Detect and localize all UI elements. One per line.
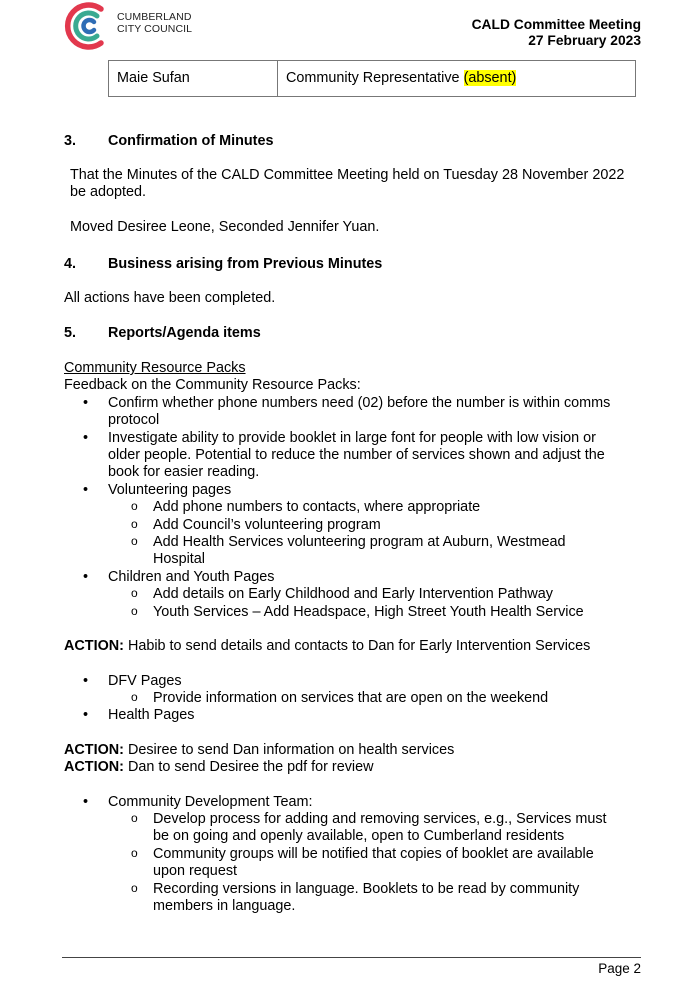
absent-highlight: (absent) <box>463 69 517 86</box>
list-item: • Investigate ability to provide booklet in large font for people with low vision or older people. Potential to reduce the number of services shown and adjust the book for easier reading. <box>64 430 664 482</box>
meeting-date: 27 February 2023 <box>528 33 641 49</box>
action-item: ACTION: Desiree to send Dan information on health services <box>64 741 455 758</box>
sub-list-item: o Recording versions in language. Booklets to be read by community members in language. <box>64 881 664 916</box>
meeting-header <box>472 17 641 50</box>
council-name: CUMBERLAND CITY COUNCIL <box>117 11 193 35</box>
section-5-title: Reports/Agenda items <box>108 325 261 341</box>
footer-divider <box>62 957 641 958</box>
attendance-table <box>108 60 636 97</box>
meeting-title: CALD Committee Meeting <box>471 17 641 32</box>
attendee-role: Community Representative (absent) <box>278 61 636 97</box>
list-item: • Confirm whether phone numbers need (02) before the number is within comms protocol <box>64 395 664 430</box>
action-item: ACTION: Habib to send details and contacts to Dan for Early Intervention Services <box>64 638 591 655</box>
section-5-body <box>64 360 664 915</box>
list-item-health: • Health Pages <box>64 707 664 724</box>
list-item-volunteering: • Volunteering pages <box>64 482 664 499</box>
sub-list-item: o Community groups will be notified that copies of booklet are available upon request <box>64 846 664 881</box>
section-3-moved: Moved Desiree Leone, Seconded Jennifer Yuan. <box>70 219 380 235</box>
sub-list-item: o Youth Services – Add Headspace, High Street Youth Health Service <box>64 604 664 621</box>
cdt-list <box>64 794 664 916</box>
section-5-number: 5. <box>64 325 77 341</box>
feedback-list <box>64 395 664 621</box>
feedback-intro: Feedback on the Community Resource Packs: <box>64 377 361 394</box>
attendee-name: Maie Sufan <box>109 61 278 97</box>
sub-list-item: o Add phone numbers to contacts, where appropriate <box>64 499 664 516</box>
sub-list-item: o Add details on Early Childhood and Early Intervention Pathway <box>64 586 664 603</box>
section-3-resolution: That the Minutes of the CALD Committee Meeting held on Tuesday 28 November 2022 be adopted. <box>70 167 625 201</box>
sub-list-item: o Add Health Services volunteering program at Auburn, Westmead Hospital <box>64 534 664 569</box>
section-3-number: 3. <box>64 133 77 149</box>
list-item-dfv: • DFV Pages <box>64 673 664 690</box>
sub-list-item: o Provide information on services that are open on the weekend <box>64 690 664 707</box>
sub-list-item: o Add Council’s volunteering program <box>64 517 664 534</box>
table-row <box>109 61 636 97</box>
section-4-title: Business arising from Previous Minutes <box>108 256 383 272</box>
section-3-title: Confirmation of Minutes <box>108 133 274 149</box>
list-item-children: • Children and Youth Pages <box>64 569 664 586</box>
sub-list-item: o Develop process for adding and removing services, e.g., Services must be on going and openly available, open to Cumberland residents <box>64 811 664 846</box>
action-item: ACTION: Dan to send Desiree the pdf for review <box>64 759 374 776</box>
page-number: Page 2 <box>598 961 641 976</box>
list-item-cdt: • Community Development Team: <box>64 794 664 811</box>
dfv-list <box>64 673 664 725</box>
section-4-number: 4. <box>64 256 77 272</box>
section-4-text: All actions have been completed. <box>64 290 276 306</box>
council-logo <box>64 0 114 52</box>
subheading-resource-packs: Community Resource Packs <box>64 360 246 376</box>
